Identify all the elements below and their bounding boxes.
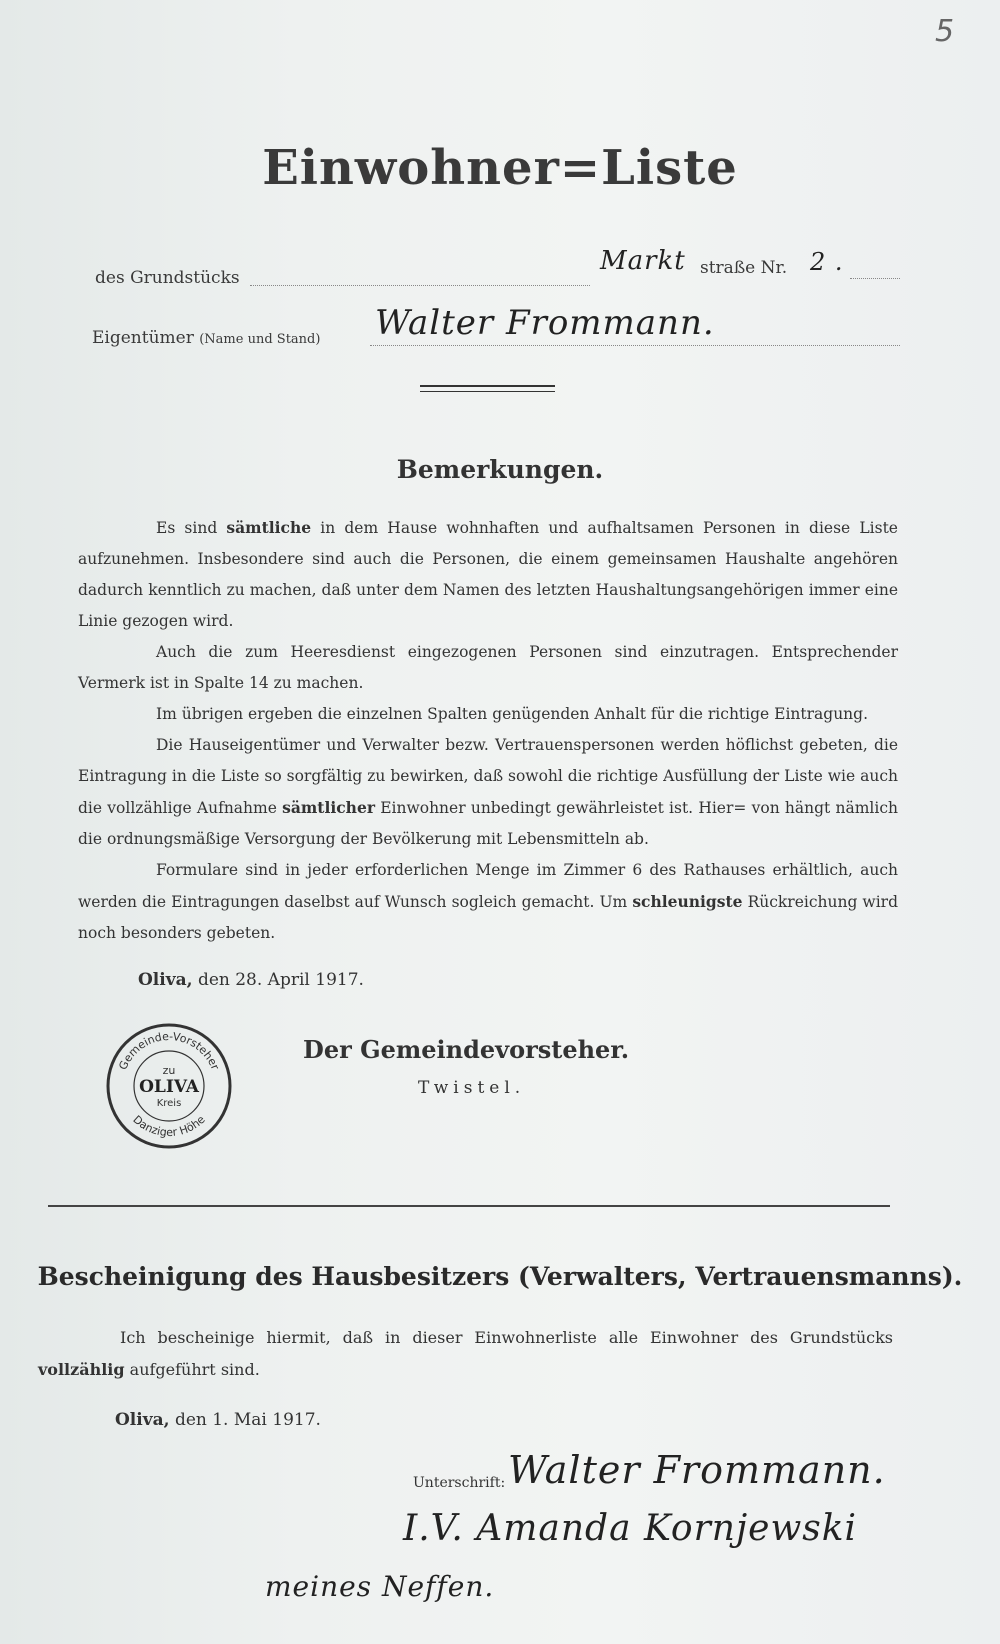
grundstueck-line bbox=[250, 285, 590, 286]
remarks-p1-emphasis: sämtliche bbox=[226, 518, 312, 537]
remarks-p4-c: Einwohner unbedingt gewährleistet ist. Hier= von hängt nämlich die ordnungsmäßige Versorgung der Bevölkerung mit Lebensmitteln ab. bbox=[78, 799, 898, 848]
decorative-double-rule bbox=[420, 385, 555, 392]
remarks-p1-c: in dem Hause wohnhaften und aufhaltsamen Personen in diese Liste aufzunehmen. Insbesondere sind auch die Personen, die einem gemeinsamen Haushalte angehören dadurch kenntlich zu machen, daß unter dem Namen des letzten Haushaltungsangehörigen immer eine Linie gezogen wird. bbox=[78, 519, 898, 630]
certificate-text-c: aufgeführt sind. bbox=[124, 1360, 260, 1379]
remarks-p4-a: Die Hauseigentümer und Verwalter bezw. Vertrauenspersonen werden höflichst gebeten, die Eintragung in die Liste so sorgfältig zu bewirken, daß sowohl die richtige Ausfüllung der Liste wie auch die vollzählige Aufnahme bbox=[78, 736, 898, 817]
remarks-paragraph-5 bbox=[78, 855, 898, 949]
owner-handwritten: Walter Frommann. bbox=[375, 303, 715, 343]
remarks-p5-c: Rückreichung wird noch besonders gebeten. bbox=[78, 893, 898, 942]
signatory-name: Twistel. bbox=[418, 1078, 526, 1098]
remarks-paragraph-1 bbox=[78, 512, 898, 637]
owner-label bbox=[92, 328, 320, 348]
remarks-p5-a: Formulare sind in jeder erforderlichen Menge im Zimmer 6 des Rathauses erhältlich, auch werden die Eintragungen daselbst auf Wunsch sogleich gemacht. Um bbox=[78, 861, 898, 911]
remarks-p4-emphasis: sämtlicher bbox=[282, 798, 375, 817]
document-title: Einwohner=Liste bbox=[262, 140, 738, 196]
house-number-handwritten: 2 . bbox=[810, 248, 844, 276]
certificate-text-emphasis: vollzählig bbox=[38, 1360, 125, 1379]
grundstueck-label: des Grundstücks bbox=[95, 268, 240, 288]
signature-2: I.V. Amanda Kornjewski bbox=[403, 1508, 858, 1549]
issue-date-place: Oliva, bbox=[138, 970, 193, 990]
certificate-text bbox=[38, 1322, 893, 1386]
section-divider bbox=[48, 1205, 890, 1207]
owner-label-text: Eigentümer bbox=[92, 328, 194, 348]
remarks-p5-emphasis: schleunigste bbox=[632, 892, 743, 911]
remarks-body bbox=[78, 512, 898, 949]
certificate-text-a: Ich bescheinige hiermit, daß in dieser Einwohnerliste alle Einwohner des Grundstücks bbox=[120, 1328, 893, 1347]
official-stamp bbox=[105, 1022, 233, 1150]
certificate-paragraph bbox=[38, 1322, 893, 1386]
certificate-heading: Bescheinigung des Hausbesitzers (Verwalters, Vertrauensmanns). bbox=[37, 1262, 963, 1291]
owner-sublabel: (Name und Stand) bbox=[199, 332, 321, 347]
signature-1: Walter Frommann. bbox=[508, 1448, 886, 1492]
signatory-title: Der Gemeindevorsteher. bbox=[303, 1035, 630, 1064]
remarks-p1-a: Es sind bbox=[156, 519, 227, 537]
owner-line bbox=[370, 345, 900, 346]
street-line bbox=[850, 278, 900, 279]
street-handwritten: Markt bbox=[600, 246, 686, 276]
certificate-date bbox=[115, 1410, 321, 1430]
stamp-bottom-arc: Danziger Höhe bbox=[130, 1112, 208, 1140]
stamp-top-arc: Gemeinde-Vorsteher bbox=[116, 1029, 222, 1072]
signature-label: Unterschrift: bbox=[413, 1475, 506, 1491]
page-number: 5 bbox=[935, 14, 955, 49]
remarks-paragraph-4 bbox=[78, 730, 898, 855]
issue-date bbox=[138, 970, 364, 990]
stamp-line-1: zu bbox=[162, 1064, 176, 1077]
stamp-line-2: OLIVA bbox=[139, 1077, 199, 1097]
remarks-paragraph-3: Im übrigen ergeben die einzelnen Spalten genügenden Anhalt für die richtige Eintragung. bbox=[156, 705, 869, 723]
remarks-paragraph-2: Auch die zum Heeresdienst eingezogenen Personen sind einzutragen. Entsprechender Vermerk ist in Spalte 14 zu machen. bbox=[78, 643, 898, 692]
certificate-date-place: Oliva, bbox=[115, 1410, 170, 1430]
street-printed-label: straße Nr. bbox=[700, 258, 788, 278]
remarks-heading: Bemerkungen. bbox=[396, 455, 604, 484]
signature-3: meines Neffen. bbox=[265, 1570, 495, 1603]
issue-date-text: den 28. April 1917. bbox=[192, 970, 364, 990]
stamp-line-3: Kreis bbox=[156, 1098, 182, 1109]
certificate-date-text: den 1. Mai 1917. bbox=[169, 1410, 321, 1430]
